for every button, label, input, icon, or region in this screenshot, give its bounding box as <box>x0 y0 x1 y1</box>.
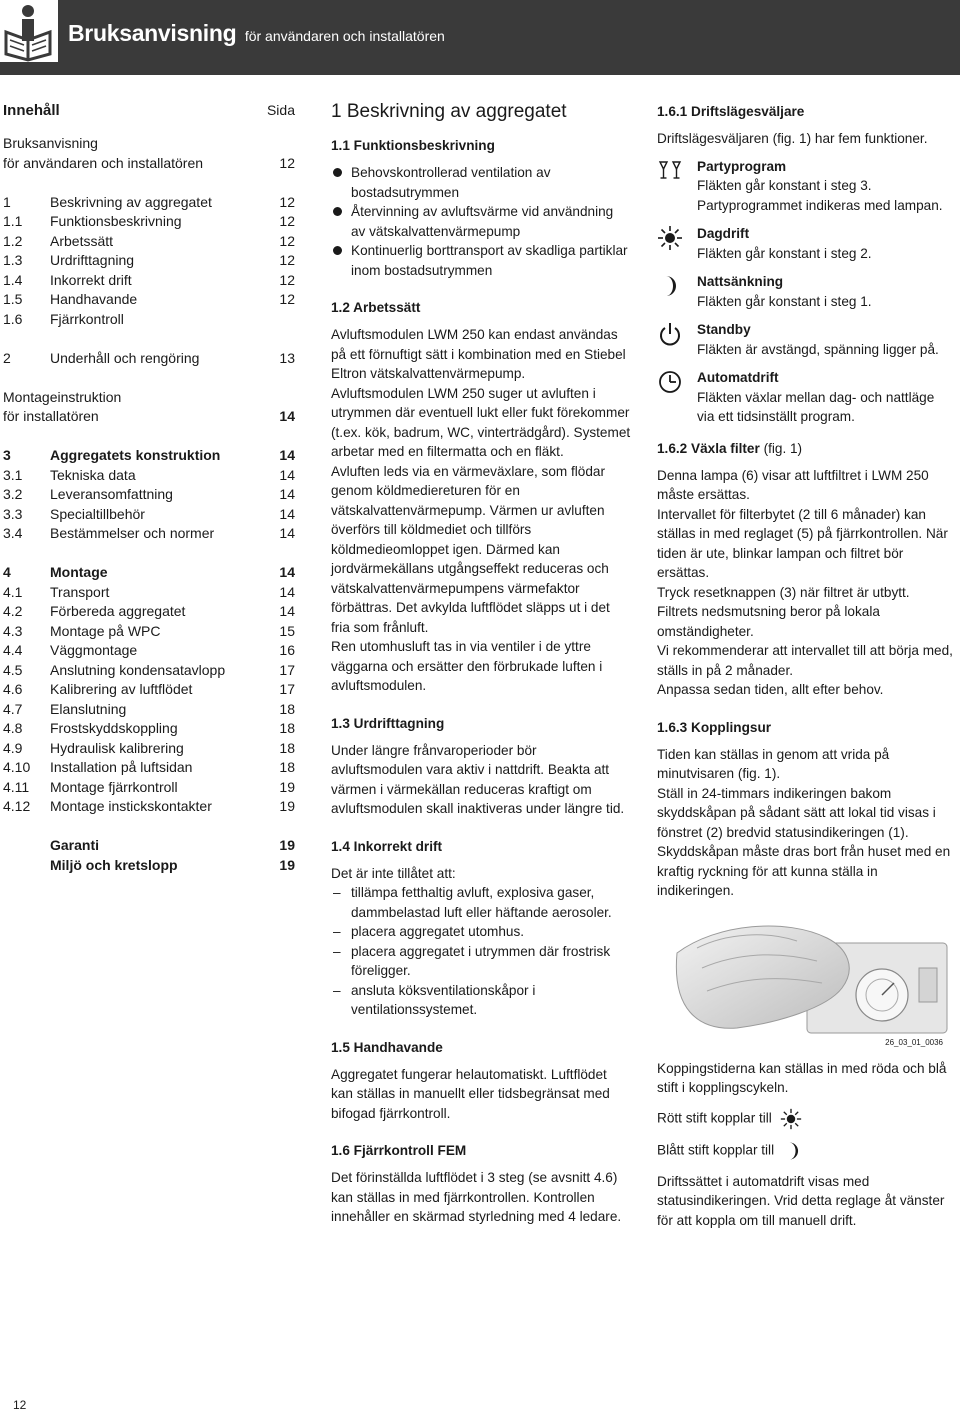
header-main-title: Bruksanvisning <box>68 20 237 46</box>
toc-page: 17 <box>279 681 295 697</box>
paragraph: Skyddskåpan måste dras bort från huset med en kraftig ryckning för att kunna ställa in indikeringen. <box>657 844 951 898</box>
paragraph: Denna lampa (6) visar att luftfiltret i LWM 250 måste ersättas. <box>657 467 929 502</box>
section-1-6-1-title: 1.6.1 Driftslägesväljare <box>657 104 805 119</box>
toc-label: Montageinstruktion <box>3 388 122 405</box>
toc-label: Urdrifttagning <box>50 252 135 268</box>
toc-label: Funktionsbeskrivning <box>50 213 182 229</box>
toc-page: 14 <box>279 505 295 522</box>
toc-page: 12 <box>279 252 295 268</box>
figure-label: 26_03_01_0036 <box>885 1038 943 1047</box>
toc-label: Elanslutning <box>50 700 127 717</box>
toc-page: 14 <box>279 525 295 541</box>
toc-row <box>3 290 295 310</box>
toc-page: 12 <box>279 213 295 229</box>
toc-page: 18 <box>279 700 295 717</box>
mode-auto: Automatdrift Fläkten växlar mellan dag- och nattläge via ett tidsinställt program. <box>657 368 953 427</box>
paragraph: Ren utomhusluft tas in via ventiler i de yttre väggarna och ersätter den förbrukade luften i avluftsmodulen. <box>331 639 603 693</box>
toc-page: 16 <box>279 642 295 658</box>
toc-label: Bruksanvisning <box>3 135 98 151</box>
toc-number: 4.12 <box>3 798 31 814</box>
toc-page: 19 <box>279 856 295 873</box>
toc-number: 3 <box>3 447 11 463</box>
toc-number: 4.2 <box>3 603 23 619</box>
toc-label: Installation på luftsidan <box>50 759 193 775</box>
paragraph: Avluftsmodulen LWM 250 kan endast användas på ett förnuftigt sätt i kombination med en Stiebel Eltron vätskalvattenvärmepump. <box>331 327 626 381</box>
paragraph: Under längre frånvaroperioder bör avluftsmodulen vara aktiv i nattdrift. Beakta att värmen i värmekällan reduceras kraftigt om avluftsmodulen skall inaktiveras under längre tid. <box>331 742 625 816</box>
toc-row <box>3 778 295 798</box>
toc-row <box>3 641 295 661</box>
mode-night: Nattsänkning Fläkten går konstant i steg 1. <box>657 272 953 311</box>
section-1-2-title: 1.2 Arbetssätt <box>331 300 421 315</box>
toc-number: 4 <box>3 564 11 580</box>
toc-row <box>3 524 295 544</box>
toc-number: 4.11 <box>3 778 30 795</box>
toc-row <box>3 271 295 291</box>
header-subtitle: för användaren och installatören <box>244 28 445 44</box>
toc-page: 12 <box>279 271 295 288</box>
bullet-icon <box>333 168 342 177</box>
toc-number: 3.2 <box>3 486 23 502</box>
paragraph: Driftslägesväljaren (fig. 1) har fem funktioner. <box>657 131 928 146</box>
toc-spacer <box>3 427 295 447</box>
toc-label: Garanti <box>50 837 100 853</box>
sun-icon <box>657 225 683 251</box>
red-pin-text: Rött stift kopplar till <box>657 1108 953 1130</box>
toc-number: 4.5 <box>3 661 23 678</box>
toc-row <box>3 407 295 427</box>
toc-page: 13 <box>279 349 295 366</box>
toc-page: 15 <box>279 622 295 639</box>
toc-number: 3.3 <box>3 505 23 522</box>
toc-row <box>3 602 295 622</box>
toc-row <box>3 739 295 759</box>
function-bullets <box>331 163 631 280</box>
toc-label: Frostskyddskoppling <box>50 720 178 736</box>
toc-page: 12 <box>279 154 295 171</box>
mode-day: Dagdrift Fläkten går konstant i steg 2. <box>657 224 953 263</box>
toc-row <box>3 466 295 486</box>
page-header <box>0 0 960 75</box>
toc-page: 12 <box>279 193 295 210</box>
toc-label: Bestämmelser och normer <box>50 525 215 541</box>
remote-control-figure <box>657 913 953 1053</box>
toc-label: Hydraulisk kalibrering <box>50 739 184 756</box>
toc-row <box>3 505 295 525</box>
toc-label: Montage instickskontakter <box>50 798 212 814</box>
toc-number: 1.1 <box>3 213 23 229</box>
toc-row <box>3 758 295 778</box>
section-1-title: 1 Beskrivning av aggregatet <box>331 101 567 122</box>
paragraph: Intervallet för filterbytet (2 till 6 månader) kan ställas in med reglaget (5) på fjärrkontrollen. När tiden är ute, blinkar lampan och filtret bör ersättas. <box>657 506 948 580</box>
toc-label: Fjärrkontroll <box>50 310 124 327</box>
toc-row <box>3 856 295 876</box>
toc-label: Montage på WPC <box>50 622 161 639</box>
list-item: – placera aggregatet i utrymmen där frostrisk föreligger. <box>333 943 611 978</box>
toc-heading: Innehåll <box>3 102 60 119</box>
toc-page: 14 <box>279 447 295 463</box>
toc-row <box>3 212 295 232</box>
toc-label: för användaren och installatören <box>3 154 204 171</box>
toc-page: 17 <box>279 661 295 678</box>
toc-page: 14 <box>279 583 295 600</box>
toc-row <box>3 349 295 369</box>
toc-label: Leveransomfattning <box>50 486 173 502</box>
toc-page: 18 <box>279 759 295 775</box>
toc-number: 4.4 <box>3 642 23 658</box>
paragraph: Vi rekommenderar att intervallet till att börja med, ställs in på 2 månader. <box>657 643 953 678</box>
toc-label: Tekniska data <box>50 466 136 483</box>
toc-page: 14 <box>279 408 295 424</box>
hand-holding-remote-image <box>657 913 953 1041</box>
paragraph: Det är inte tillåtet att: <box>331 865 456 881</box>
paragraph: Tryck resetknappen (3) när filtret är utbytt. Filtrets nedsmutsning beror på lokala omständigheter. <box>657 584 910 639</box>
toc-number: 4.8 <box>3 720 23 736</box>
toc-label: Anslutning kondensatavlopp <box>50 661 226 678</box>
toc-number: 4.1 <box>3 583 23 600</box>
toc-label: Underhåll och rengöring <box>50 349 200 366</box>
section-1-4-title: 1.4 Inkorrekt drift <box>331 838 443 854</box>
toc-number: 1.4 <box>3 271 23 288</box>
paragraph: Driftssättet i automatdrift visas med statusindikeringen. Vrid detta reglage åt vänster för att koppla om till manuell drift. <box>657 1173 945 1228</box>
toc-number: 4.6 <box>3 681 23 697</box>
toc-spacer <box>3 173 295 193</box>
toc-label: Montage <box>50 564 108 580</box>
section-1-6-3-title: 1.6.3 Kopplingsur <box>657 719 772 735</box>
paragraph: Tiden kan ställas in genom att vrida på minutvisaren (fig. 1). <box>657 746 890 781</box>
toc-number: 4.10 <box>3 759 31 775</box>
toc-spacer <box>3 329 295 349</box>
party-glasses-icon <box>657 158 683 184</box>
toc-page: 19 <box>279 778 295 795</box>
toc-label: Montage fjärrkontroll <box>50 778 178 795</box>
manual-book-icon <box>0 0 60 62</box>
toc-label: Kalibrering av luftflödet <box>50 681 193 697</box>
list-item: Återvinning av avluftsvärme vid användning av vätskalvattenvärmepump <box>331 202 631 241</box>
toc-page-label: Sida <box>266 102 295 118</box>
toc-row <box>3 797 295 817</box>
moon-icon <box>782 1140 804 1162</box>
list-item: – tillämpa fetthaltig avluft, explosiva gaser, dammbelastad luft eller häftande aerosoler. <box>333 885 612 920</box>
toc-heading-row <box>3 102 295 124</box>
toc-label: Väggmontage <box>50 642 138 658</box>
toc-number: 4.9 <box>3 739 23 756</box>
toc-page: 14 <box>279 466 295 483</box>
middle-column <box>331 100 631 1227</box>
toc-number: 3.1 <box>3 466 23 483</box>
toc-spacer <box>3 368 295 388</box>
toc-label: Transport <box>50 583 110 600</box>
toc-label: Beskrivning av aggregatet <box>50 193 212 210</box>
toc-page: 14 <box>279 564 295 580</box>
mode-standby: Standby Fläkten är avstängd, spänning ligger på. <box>657 320 953 359</box>
toc-row <box>3 583 295 603</box>
toc-label: Specialtillbehör <box>50 505 145 522</box>
page-number: 12 <box>13 1398 27 1412</box>
toc-label: Arbetssätt <box>50 232 114 249</box>
toc-row <box>3 446 295 466</box>
toc-number: 4.3 <box>3 622 23 639</box>
list-item: – placera aggregatet utomhus. <box>333 924 525 939</box>
paragraph: Det förinställda luftflödet i 3 steg (se avsnitt 4.6) kan ställas in med fjärrkontrollen. Kontrollen innehåller en skärmad styrledning med 4 ledare. <box>331 1170 622 1224</box>
paragraph: Anpassa sedan tiden, allt efter behov. <box>657 682 884 697</box>
toc-page: 14 <box>279 603 295 619</box>
section-1-6-title: 1.6 Fjärrkontroll FEM <box>331 1143 467 1158</box>
toc-row <box>3 622 295 642</box>
toc-row <box>3 700 295 720</box>
moon-icon <box>657 273 683 299</box>
toc-page: 19 <box>279 798 295 814</box>
toc-number: 1.2 <box>3 232 23 249</box>
toc-number: 3.4 <box>3 525 23 541</box>
toc-page: 12 <box>279 291 295 307</box>
toc-row <box>3 485 295 505</box>
toc-number: 1 <box>3 193 11 210</box>
sun-icon <box>780 1108 802 1130</box>
header-title <box>68 20 445 47</box>
toc-row <box>3 719 295 739</box>
toc-row <box>3 251 295 271</box>
toc-number: 1.5 <box>3 291 23 307</box>
toc-page: 19 <box>279 837 295 853</box>
toc-number: 4.7 <box>3 700 23 717</box>
toc-number: 2 <box>3 349 11 366</box>
table-of-contents <box>3 100 295 875</box>
list-item: Behovskontrollerad ventilation av bostadsutrymmen <box>331 163 631 202</box>
toc-row <box>3 232 295 252</box>
toc-page: 12 <box>279 232 295 249</box>
section-1-3-title: 1.3 Urdrifttagning <box>331 715 445 731</box>
mode-party: Partyprogram Fläkten går konstant i steg 3. Partyprogrammet indikeras med lampan. <box>657 157 953 216</box>
toc-label: Miljö och kretslopp <box>50 856 178 873</box>
paragraph: Avluften leds via en värmeväxlare, som flödar genom köldmediereturen för en vätskalvattenvärmepump. Värmen ur avluften överförs till köldmediet och tillförs köldmedieomloppet igen. Därmed kan jordvärmekällans utgångseffekt reduceras och vätskalvattenvärmepumpens värmefaktor förbättras. Det avkylda luftflödet släpps ut i det fria som frånluft. <box>331 463 610 635</box>
bullet-icon <box>333 207 342 216</box>
toc-number: 1.3 <box>3 252 23 268</box>
toc-row <box>3 563 295 583</box>
toc-row <box>3 836 295 856</box>
toc-row <box>3 154 295 174</box>
right-column <box>657 100 953 1230</box>
toc-row <box>3 680 295 700</box>
toc-spacer <box>3 817 295 837</box>
paragraph: Ställ in 24-timmars indikeringen bakom skyddskåpan på sådant sätt att lokal tid visas i fönstret (2) bredvid statusindikeringen (1). <box>657 785 936 840</box>
toc-label: Handhavande <box>50 291 138 307</box>
toc-label: Förbereda aggregatet <box>50 603 186 619</box>
toc-row <box>3 134 295 154</box>
list-item: Kontinuerlig borttransport av skadliga partiklar inom bostadsutrymmen <box>331 241 631 280</box>
toc-spacer <box>3 544 295 564</box>
list-item: – ansluta köksventilationskåpor i ventilationssystemet. <box>333 982 536 1017</box>
toc-page: 18 <box>279 739 295 756</box>
toc-row <box>3 388 295 408</box>
toc-page: 14 <box>279 486 295 502</box>
toc-row <box>3 193 295 213</box>
toc-number: 1.6 <box>3 310 23 327</box>
power-icon <box>657 321 683 347</box>
clock-icon <box>657 369 683 395</box>
toc-row <box>3 661 295 681</box>
section-1-6-2-title: 1.6.2 Växla filter (fig. 1) <box>657 440 803 456</box>
section-1-5-title: 1.5 Handhavande <box>331 1039 443 1055</box>
toc-page: 18 <box>279 720 295 736</box>
toc-list <box>3 134 295 875</box>
toc-label: Inkorrekt drift <box>50 271 132 288</box>
paragraph: Aggregatet fungerar helautomatiskt. Luftflödet kan ställas in manuellt eller tidsbegränsat med bifogad fjärrkontroll. <box>331 1066 610 1121</box>
paragraph: Avluftsmodulen LWM 250 suger ut avluften i utrymmen där eventuell lukt eller fukt förekommer (t.ex. kök, badrum, WC, vinterträdgård). Systemet arbetar med en filtermatta och en fläkt. <box>331 385 631 459</box>
paragraph: Koppingstiderna kan ställas in med röda och blå stift i kopplingscykeln. <box>657 1060 947 1095</box>
blue-pin-text: Blått stift kopplar till <box>657 1140 953 1162</box>
section-1-1-title: 1.1 Funktionsbeskrivning <box>331 138 495 153</box>
toc-label: för installatören <box>3 408 99 424</box>
toc-row <box>3 310 295 330</box>
toc-label: Aggregatets konstruktion <box>50 447 221 463</box>
bullet-icon <box>333 246 342 255</box>
